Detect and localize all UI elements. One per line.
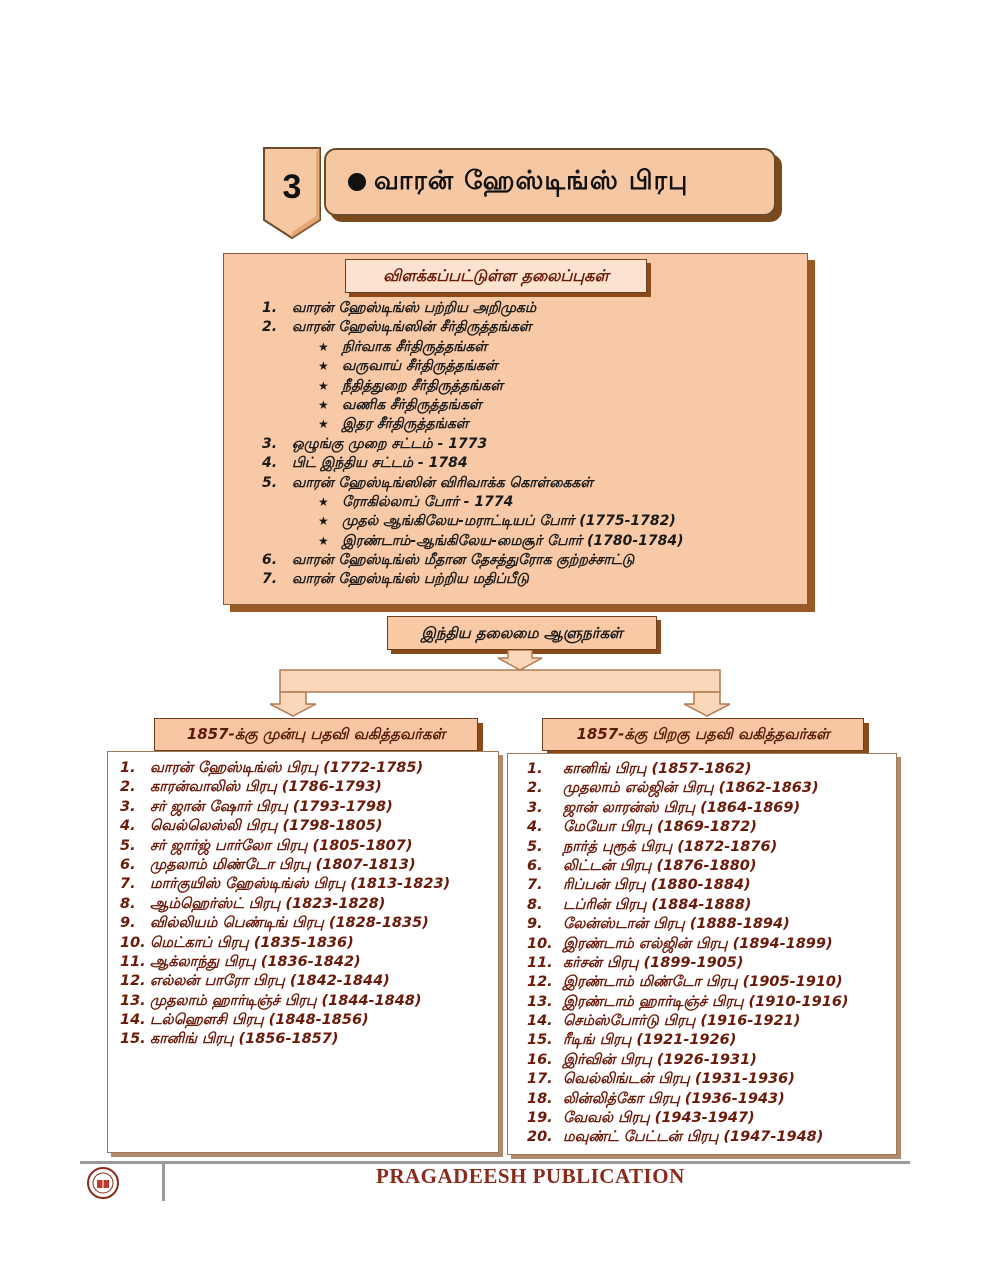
governor-item <box>120 953 495 972</box>
topic-item <box>262 435 802 454</box>
topic-text: ஒழுங்கு முறை சட்டம் - 1773 <box>292 435 488 452</box>
governor-number: 17. <box>527 1071 553 1088</box>
governor-name: முதலாம் மிண்டோ பிரபு (1807-1813) <box>150 856 416 873</box>
topic-number: 6. <box>262 552 278 569</box>
topic-text: வணிக சீர்திருத்தங்கள் <box>342 396 482 413</box>
topic-text: நீதித்துறை சீர்திருத்தங்கள் <box>342 377 503 394</box>
governor-item <box>527 1128 893 1147</box>
governor-name: மெட்காப் பிரபு (1835-1836) <box>150 934 354 951</box>
governor-item <box>120 798 495 817</box>
governor-name: டப்ரின் பிரபு (1884-1888) <box>563 896 752 913</box>
topic-item <box>262 396 802 415</box>
after-1857-list <box>527 760 893 1148</box>
topic-text: நிர்வாக சீர்திருத்தங்கள் <box>342 338 488 355</box>
topic-number: 3. <box>262 435 278 452</box>
topic-number: 1. <box>262 300 278 316</box>
governor-item <box>120 972 495 991</box>
topic-text: ரோகில்லாப் போர் - 1774 <box>342 493 514 510</box>
governor-name: மார்குயிஸ் ஹேஸ்டிங்ஸ் பிரபு (1813-1823) <box>150 876 451 893</box>
governor-number: 9. <box>120 915 136 932</box>
governor-name: வில்லியம் பெண்டிங் பிரபு (1828-1835) <box>150 915 429 932</box>
governor-number: 12. <box>527 974 553 991</box>
governor-item <box>120 759 495 778</box>
governor-number: 16. <box>527 1051 553 1068</box>
governor-item <box>527 818 893 837</box>
governor-number: 8. <box>120 895 136 912</box>
after-1857-heading: 1857-க்கு பிறகு பதவி வகித்தவர்கள் <box>542 718 864 751</box>
topic-item <box>262 318 802 337</box>
star-icon: ★ <box>318 533 329 548</box>
governor-name: சர் ஜார்ஜ் பார்லோ பிரபு (1805-1807) <box>150 837 413 854</box>
governor-name: டல்ஹௌசி பிரபு (1848-1856) <box>150 1012 369 1029</box>
topic-text: இதர சீர்திருத்தங்கள் <box>342 416 469 433</box>
governor-item <box>120 914 495 933</box>
chapter-title-box <box>324 148 776 216</box>
governor-name: சர் ஜான் ஷோர் பிரபு (1793-1798) <box>150 798 393 815</box>
governor-item <box>527 876 893 895</box>
star-icon: ★ <box>318 417 329 432</box>
governor-name: ரீடிங் பிரபு (1921-1926) <box>563 1032 737 1049</box>
governor-name: காரன்வாலிஸ் பிரபு (1786-1793) <box>150 779 382 796</box>
governor-name: கானிங் பிரபு (1856-1857) <box>150 1031 339 1048</box>
governor-name: செம்ஸ்போர்டு பிரபு (1916-1921) <box>563 1013 801 1030</box>
governor-item <box>120 934 495 953</box>
governor-name: இரண்டாம் மிண்டோ பிரபு (1905-1910) <box>563 974 843 991</box>
topic-text: வாரன் ஹேஸ்டிங்ஸின் சீர்திருத்தங்கள் <box>292 319 532 336</box>
star-icon: ★ <box>318 378 329 393</box>
topic-item <box>262 532 802 551</box>
governor-item <box>527 973 893 992</box>
topic-item <box>262 299 802 318</box>
governor-number: 13. <box>120 992 146 1009</box>
topic-item <box>262 570 802 589</box>
governor-number: 4. <box>120 818 136 835</box>
footer-separator <box>162 1163 165 1201</box>
topic-item <box>262 512 802 531</box>
governor-number: 5. <box>120 837 136 854</box>
publisher-logo-icon <box>86 1166 120 1200</box>
governor-number: 6. <box>120 856 136 873</box>
governor-number: 14. <box>527 1013 553 1030</box>
governor-number: 20. <box>527 1129 553 1146</box>
governor-name: ஜான் லாரன்ஸ் பிரபு (1864-1869) <box>563 799 801 816</box>
governor-item <box>527 896 893 915</box>
governor-item <box>527 760 893 779</box>
governor-name: நார்த் புரூக் பிரபு (1872-1876) <box>563 838 778 855</box>
star-icon: ★ <box>318 514 329 529</box>
chapter-number-badge <box>262 146 322 240</box>
topic-item <box>262 551 802 570</box>
governor-item <box>120 778 495 797</box>
topic-number: 5. <box>262 474 278 491</box>
topic-text: வாரன் ஹேஸ்டிங்ஸின் விரிவாக்க கொள்கைகள் <box>292 474 594 491</box>
governor-item <box>120 992 495 1011</box>
governor-number: 4. <box>527 819 543 836</box>
topics-list <box>262 299 802 590</box>
governor-name: முதலாம் ஹார்டிஞ்ச் பிரபு (1844-1848) <box>150 992 422 1009</box>
governor-name: வெல்லிங்டன் பிரபு (1931-1936) <box>563 1071 795 1088</box>
governor-name: லிட்டன் பிரபு (1876-1880) <box>563 857 757 874</box>
governor-item <box>527 935 893 954</box>
governor-number: 19. <box>527 1110 553 1127</box>
governor-name: மவுண்ட் பேட்டன் பிரபு (1947-1948) <box>563 1129 824 1146</box>
topic-text: வருவாய் சீர்திருத்தங்கள் <box>342 358 498 375</box>
governor-item <box>527 993 893 1012</box>
topic-text: இரண்டாம்-ஆங்கிலேய-மைசூர் போர் (1780-1784) <box>342 532 684 549</box>
governor-item <box>527 857 893 876</box>
branch-arrows <box>270 650 730 720</box>
governors-heading: இந்திய தலைமை ஆளுநர்கள் <box>387 616 657 650</box>
topic-item <box>262 357 802 376</box>
publisher-name: PRAGADEESH PUBLICATION <box>376 1164 685 1188</box>
topic-text: வாரன் ஹேஸ்டிங்ஸ் பற்றிய மதிப்பீடு <box>292 571 529 588</box>
topic-text: வாரன் ஹேஸ்டிங்ஸ் மீதான தேசத்துரோக குற்றச்சாட்டு <box>292 552 635 569</box>
governor-number: 5. <box>527 838 543 855</box>
governor-number: 13. <box>527 993 553 1010</box>
governor-number: 7. <box>120 876 136 893</box>
governor-number: 1. <box>120 760 136 776</box>
governor-item <box>527 1070 893 1089</box>
governor-name: லின்லித்கோ பிரபு (1936-1943) <box>563 1090 785 1107</box>
governor-name: எல்லன் பாரோ பிரபு (1842-1844) <box>150 973 390 990</box>
topic-text: வாரன் ஹேஸ்டிங்ஸ் பற்றிய அறிமுகம் <box>292 300 537 316</box>
governor-number: 10. <box>120 934 146 951</box>
governor-item <box>120 875 495 894</box>
governor-item <box>527 1090 893 1109</box>
topic-number: 7. <box>262 571 278 588</box>
governor-number: 14. <box>120 1012 146 1029</box>
topic-item <box>262 338 802 357</box>
chapter-number: 3 <box>282 168 302 206</box>
governor-name: லேன்ஸ்டான் பிரபு (1888-1894) <box>563 916 790 933</box>
governor-name: மேயோ பிரபு (1869-1872) <box>563 819 757 836</box>
governor-number: 2. <box>527 780 543 797</box>
before-1857-list <box>120 759 495 1050</box>
governor-name: வேவல் பிரபு (1943-1947) <box>563 1110 755 1127</box>
topic-number: 4. <box>262 455 278 472</box>
bullet-icon <box>348 173 366 191</box>
topic-item <box>262 415 802 434</box>
governor-name: கர்சன் பிரபு (1899-1905) <box>563 954 744 971</box>
governor-item <box>120 1030 495 1049</box>
topic-text: முதல் ஆங்கிலேய-மராட்டியப் போர் (1775-1782) <box>342 513 676 530</box>
governor-name: முதலாம் எல்ஜின் பிரபு (1862-1863) <box>563 780 819 797</box>
governor-item <box>120 856 495 875</box>
governor-name: கானிங் பிரபு (1857-1862) <box>563 761 752 777</box>
governor-item <box>527 1031 893 1050</box>
topic-item <box>262 474 802 493</box>
star-icon: ★ <box>318 397 329 412</box>
governor-name: ஆம்ஹெர்ஸ்ட் பிரபு (1823-1828) <box>150 895 386 912</box>
topic-text: பிட் இந்திய சட்டம் - 1784 <box>292 455 468 472</box>
governor-number: 3. <box>120 798 136 815</box>
governor-item <box>527 838 893 857</box>
topic-item <box>262 493 802 512</box>
topic-item <box>262 377 802 396</box>
governor-number: 8. <box>527 896 543 913</box>
star-icon: ★ <box>318 494 329 509</box>
governor-number: 11. <box>527 954 553 971</box>
governor-item <box>527 1012 893 1031</box>
governor-name: வெல்லெஸ்லி பிரபு (1798-1805) <box>150 818 383 835</box>
before-1857-heading: 1857-க்கு முன்பு பதவி வகித்தவர்கள் <box>154 718 478 751</box>
governor-name: இரண்டாம் ஹார்டிஞ்ச் பிரபு (1910-1916) <box>563 993 849 1010</box>
governor-number: 6. <box>527 857 543 874</box>
governor-number: 1. <box>527 761 543 777</box>
governor-number: 9. <box>527 916 543 933</box>
governor-number: 7. <box>527 877 543 894</box>
governor-item <box>120 1011 495 1030</box>
governor-number: 12. <box>120 973 146 990</box>
governor-number: 18. <box>527 1090 553 1107</box>
governor-item <box>527 1109 893 1128</box>
topic-number: 2. <box>262 319 278 336</box>
chapter-title: வாரன் ஹேஸ்டிங்ஸ் பிரபு <box>374 165 689 196</box>
topics-heading: விளக்கப்பட்டுள்ள தலைப்புகள் <box>345 259 647 293</box>
governor-name: ரிப்பன் பிரபு (1880-1884) <box>563 877 751 894</box>
governor-number: 10. <box>527 935 553 952</box>
governor-item <box>527 915 893 934</box>
governor-item <box>527 779 893 798</box>
governor-number: 15. <box>527 1032 553 1049</box>
governor-number: 2. <box>120 779 136 796</box>
governor-name: வாரன் ஹேஸ்டிங்ஸ் பிரபு (1772-1785) <box>150 760 424 776</box>
governor-item <box>527 954 893 973</box>
governor-name: இரண்டாம் எல்ஜின் பிரபு (1894-1899) <box>563 935 833 952</box>
governor-item <box>120 895 495 914</box>
star-icon: ★ <box>318 359 329 374</box>
topic-item <box>262 454 802 473</box>
governor-name: இர்வின் பிரபு (1926-1931) <box>563 1051 757 1068</box>
governor-number: 11. <box>120 953 146 970</box>
governor-name: ஆக்லாந்து பிரபு (1836-1842) <box>150 953 361 970</box>
governor-number: 15. <box>120 1031 146 1048</box>
governor-item <box>120 817 495 836</box>
governor-number: 3. <box>527 799 543 816</box>
governor-item <box>527 799 893 818</box>
star-icon: ★ <box>318 339 329 354</box>
governor-item <box>120 837 495 856</box>
governor-item <box>527 1051 893 1070</box>
